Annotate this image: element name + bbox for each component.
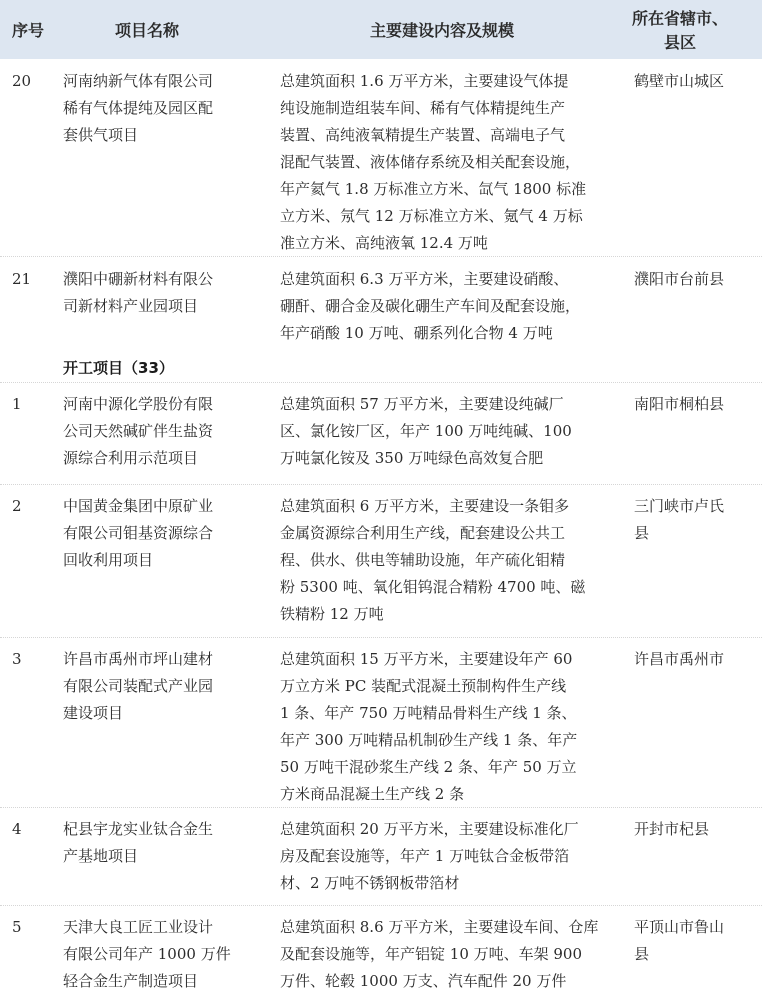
row-region-line: 许昌市禹州市 [634,650,725,668]
row-construction-content [280,914,598,995]
row-project-name-line: 司新材料产业园项目 [63,297,199,315]
row-project-name-line: 有限公司装配式产业园 [63,677,214,695]
row-project-name-line: 轻合金生产制造项目 [63,972,199,990]
row-construction-content [280,266,580,347]
row-construction-content-line: 万立方米 PC 装配式混凝土预制构件生产线 [280,677,567,695]
row-project-name-line: 许昌市禹州市坪山建材 [63,650,214,668]
row-serial-number: 2 [12,497,22,515]
row-construction-content-line: 50 万吨干混砂浆生产线 2 条、年产 50 万立 [280,758,577,776]
row-serial-number: 3 [12,650,22,668]
section-heading-started-projects: 开工项目（33） [63,359,174,377]
row-serial-number: 4 [12,820,22,838]
row-construction-content [280,493,585,628]
row-region-line: 濮阳市台前县 [634,270,725,288]
row-project-name [63,266,213,320]
row-serial-number: 1 [12,395,22,413]
row-region-line: 开封市杞县 [634,820,710,838]
table-header [0,0,762,59]
row-construction-content-line: 总建筑面积 6 万平方米，主要建设一条钼多 [280,497,570,515]
row-project-name-line: 有限公司钼基资源综合 [63,524,214,542]
row-construction-content-line: 方米商品混凝土生产线 2 条 [280,785,465,803]
row-construction-content [280,816,579,897]
header-region-line2: 县区 [664,33,697,52]
row-project-name [63,914,231,995]
row-project-name-line: 中国黄金集团中原矿业 [63,497,214,515]
header-project-name: 项目名称 [115,21,180,40]
row-construction-content [280,646,577,808]
row-region [634,646,724,673]
row-construction-content-line: 万件、轮毂 1000 万支、汽车配件 20 万件 [280,972,567,990]
header-region-line1: 所在省辖市、 [632,9,729,28]
row-construction-content-line: 纯设施制造组装车间、稀有气体精提纯生产 [280,99,566,117]
row-project-name-line: 套供气项目 [63,126,139,144]
row-project-name-line: 河南纳新气体有限公司 [63,72,214,90]
row-region-line: 鹤壁市山城区 [634,72,725,90]
row-project-name-line: 稀有气体提纯及园区配 [63,99,214,117]
row-divider [0,905,762,906]
row-project-name-line: 有限公司年产 1000 万件 [63,945,231,963]
row-region-line: 平顶山市鲁山 [634,918,725,936]
row-construction-content-line: 装置、高纯液氧精提生产装置、高端电子气 [280,126,566,144]
row-construction-content-line: 房及配套设施等，年产 1 万吨钛合金板带箔 [280,847,570,865]
row-construction-content-line: 混配气装置、液体储存系统及相关配套设施， [280,153,581,171]
row-construction-content-line: 总建筑面积 20 万平方米，主要建设标准化厂 [280,820,579,838]
row-serial-number: 5 [12,918,22,936]
row-divider [0,256,762,257]
row-construction-content-line: 总建筑面积 6.3 万平方米，主要建设硝酸、 [280,270,569,288]
row-construction-content-line: 粉 5300 吨、氧化钼钨混合精粉 4700 吨、磁 [280,578,586,596]
row-construction-content-line: 万吨氯化铵及 350 万吨绿色高效复合肥 [280,449,544,467]
row-serial-number: 20 [12,72,32,90]
row-project-name-line: 源综合利用示范项目 [63,449,199,467]
row-project-name-line: 杞县宇龙实业钛合金生 [63,820,214,838]
row-region [634,266,724,293]
header-construction-content: 主要建设内容及规模 [370,21,515,40]
row-project-name [63,68,213,149]
row-region [634,816,709,843]
row-project-name [63,391,213,472]
row-construction-content-line: 总建筑面积 8.6 万平方米，主要建设车间、仓库 [280,918,599,936]
row-construction-content [280,68,586,257]
row-construction-content-line: 年产 300 万吨精品机制砂生产线 1 条、年产 [280,731,578,749]
row-project-name-line: 建设项目 [63,704,124,722]
row-construction-content-line: 硼酐、硼合金及碳化硼生产车间及配套设施， [280,297,581,315]
row-region-line: 三门峡市卢氏 [634,497,725,515]
row-region-line: 南阳市桐柏县 [634,395,725,413]
row-project-name-line: 濮阳中硼新材料有限公 [63,270,214,288]
row-region [634,493,724,547]
row-project-name [63,646,213,727]
row-construction-content-line: 年产硝酸 10 万吨、硼系列化合物 4 万吨 [280,324,553,342]
row-construction-content-line: 准立方米、高纯液氧 12.4 万吨 [280,234,488,252]
row-project-name [63,493,213,574]
row-region [634,914,724,968]
row-construction-content-line: 金属资源综合利用生产线，配套建设公共工 [280,524,566,542]
row-construction-content-line: 总建筑面积 15 万平方米，主要建设年产 60 [280,650,573,668]
row-construction-content-line: 材、2 万吨不锈钢板带箔材 [280,874,460,892]
row-construction-content [280,391,572,472]
row-construction-content-line: 程、供水、供电等辅助设施，年产硫化钼精 [280,551,566,569]
row-construction-content-line: 立方米、氖气 12 万标准立方米、氪气 4 万标 [280,207,583,225]
row-region [634,391,724,418]
row-project-name-line: 产基地项目 [63,847,139,865]
header-serial-number: 序号 [12,21,45,40]
row-region-line: 县 [634,945,650,963]
row-project-name-line: 公司天然碱矿伴生盐资 [63,422,214,440]
row-construction-content-line: 及配套设施等，年产铝锭 10 万吨、车架 900 [280,945,583,963]
row-construction-content-line: 区、氯化铵厂区，年产 100 万吨纯碱、100 [280,422,572,440]
row-construction-content-line: 总建筑面积 1.6 万平方米，主要建设气体提 [280,72,569,90]
row-project-name [63,816,213,870]
row-construction-content-line: 年产氦气 1.8 万标准立方米、氙气 1800 标准 [280,180,587,198]
row-serial-number: 21 [12,270,32,288]
row-region-line: 县 [634,524,650,542]
row-divider [0,807,762,808]
row-divider [0,382,762,383]
row-construction-content-line: 总建筑面积 57 万平方米，主要建设纯碱厂 [280,395,564,413]
row-region [634,68,724,95]
row-project-name-line: 回收利用项目 [63,551,154,569]
row-divider [0,484,762,485]
row-construction-content-line: 1 条、年产 750 万吨精品骨料生产线 1 条、 [280,704,577,722]
row-construction-content-line: 铁精粉 12 万吨 [280,605,384,623]
row-project-name-line: 天津大良工匠工业设计 [63,918,214,936]
row-divider [0,637,762,638]
row-project-name-line: 河南中源化学股份有限 [63,395,214,413]
